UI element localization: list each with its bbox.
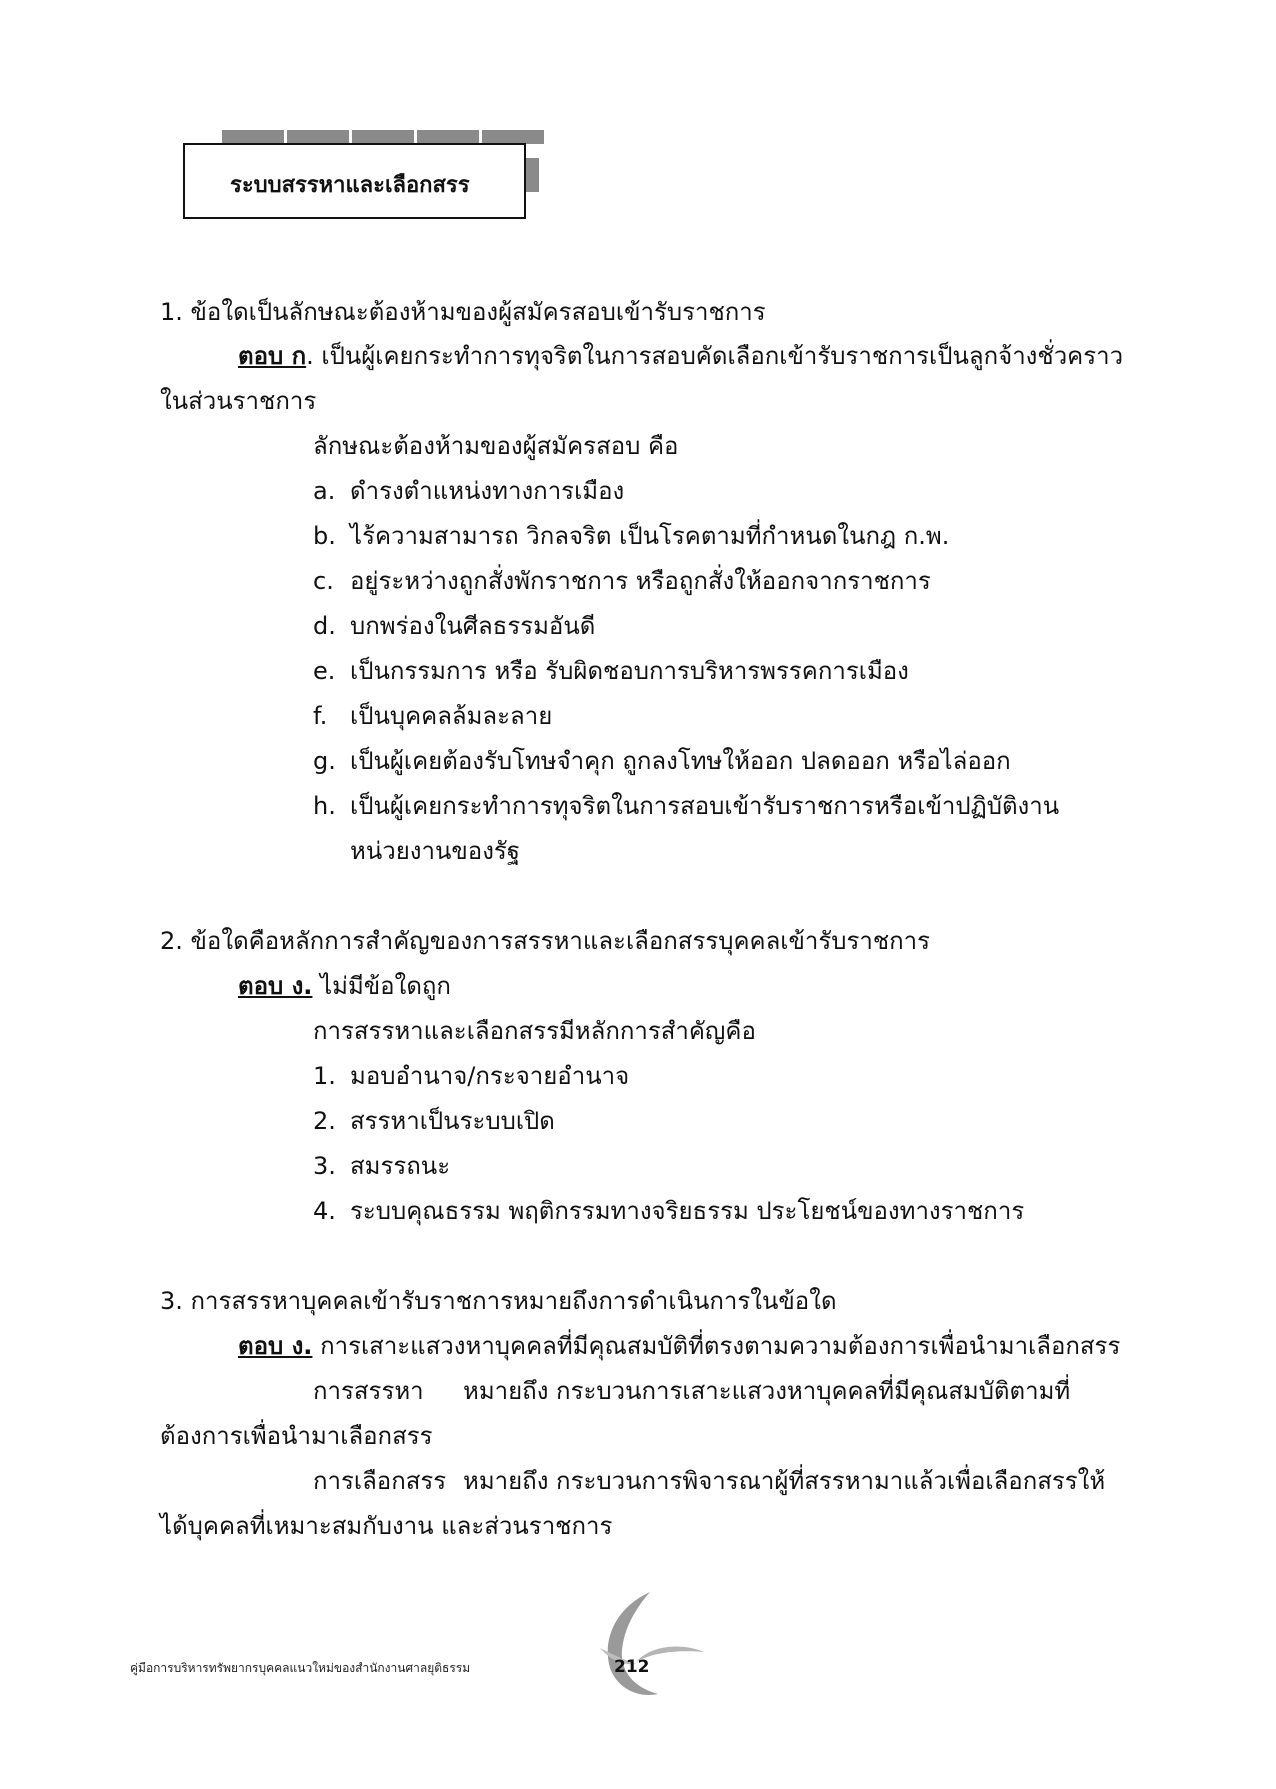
title-shadow — [525, 158, 539, 192]
list-text: อยู่ระหว่างถูกสั่งพักราชการ หรือถูกสั่งให้ออกจากราชการ — [350, 567, 931, 595]
q2-answer — [238, 974, 451, 998]
q3-def2-term: การเลือกสรร — [313, 1467, 447, 1495]
list-marker: 3. — [313, 1152, 336, 1180]
list-marker: c. — [313, 567, 334, 595]
q1-answer-text: . เป็นผู้เคยกระทำการทุจริตในการสอบคัดเลือกเข้ารับราชการเป็นลูกจ้างชั่วคราว — [306, 342, 1124, 370]
page-number: 212 — [614, 1657, 650, 1677]
title-tab-5 — [482, 130, 544, 144]
list-item — [313, 704, 552, 728]
q3-def2-cont: ได้บุคคลที่เหมาะสมกับงาน และส่วนราชการ — [160, 1512, 613, 1540]
list-text: เป็นกรรมการ หรือ รับผิดชอบการบริหารพรรคการเมือง — [350, 657, 909, 685]
list-item — [313, 614, 595, 638]
list-item — [313, 1199, 1024, 1223]
title-tab-1 — [222, 130, 284, 144]
q3-def1-cont: ต้องการเพื่อนำมาเลือกสรร — [160, 1422, 433, 1450]
q3-question: 3. การสรรหาบุคคลเข้ารับราชการหมายถึงการดำเนินการในข้อใด — [160, 1287, 837, 1315]
list-marker: g. — [313, 747, 336, 775]
q1-answer — [238, 344, 1123, 368]
list-text: เป็นผู้เคยต้องรับโทษจำคุก ถูกลงโทษให้ออก ปลดออก หรือไล่ออก — [350, 747, 1011, 775]
list-text: ระบบคุณธรรม พฤติกรรมทางจริยธรรม ประโยชน์ของทางราชการ — [350, 1197, 1025, 1225]
q3-answer — [238, 1334, 1120, 1358]
list-item — [313, 524, 949, 548]
title-box — [183, 143, 526, 219]
q2-answer-text: ไม่มีข้อใดถูก — [312, 972, 451, 1000]
list-marker: h. — [313, 792, 336, 820]
list-marker: 1. — [313, 1062, 336, 1090]
q1-answer-cont: ในส่วนราชการ — [160, 387, 317, 415]
list-marker: e. — [313, 657, 336, 685]
q3-answer-label: ตอบ ง. — [238, 1332, 313, 1360]
list-item — [313, 1154, 450, 1178]
q3-answer-text: การเสาะแสวงหาบุคคลที่มีคุณสมบัติที่ตรงตามความต้องการเพื่อนำมาเลือกสรร — [312, 1332, 1121, 1360]
list-marker: 4. — [313, 1197, 336, 1225]
list-item-cont: หน่วยงานของรัฐ — [350, 837, 521, 865]
title-tab-4 — [417, 130, 479, 144]
list-item — [313, 1064, 629, 1088]
list-marker: f. — [313, 702, 328, 730]
footer-text: คู่มือการบริหารทรัพยากรบุคคลแนวใหม่ของสำนักงานศาลยุติธรรม — [130, 1661, 471, 1675]
list-text: สมรรถนะ — [350, 1152, 451, 1180]
list-text: เป็นผู้เคยกระทำการทุจริตในการสอบเข้ารับราชการหรือเข้าปฏิบัติงาน — [350, 792, 1060, 820]
title-tab-2 — [287, 130, 349, 144]
list-item — [313, 1109, 555, 1133]
list-item — [313, 794, 1059, 818]
q3-def2-text: หมายถึง กระบวนการพิจารณาผู้ที่สรรหามาแล้วเพื่อเลือกสรรให้ — [463, 1467, 1106, 1495]
q3-def1-text: หมายถึง กระบวนการเสาะแสวงหาบุคคลที่มีคุณสมบัติตามที่ — [463, 1377, 1071, 1405]
list-text: ดำรงตำแหน่งทางการเมือง — [350, 477, 625, 505]
list-item — [313, 749, 1011, 773]
list-marker: a. — [313, 477, 336, 505]
q2-question: 2. ข้อใดคือหลักการสำคัญของการสรรหาและเลือกสรรบุคคลเข้ารับราชการ — [160, 927, 931, 955]
q1-question: 1. ข้อใดเป็นลักษณะต้องห้ามของผู้สมัครสอบเข้ารับราชการ — [160, 298, 766, 326]
q2-intro: การสรรหาและเลือกสรรมีหลักการสำคัญคือ — [313, 1017, 756, 1045]
list-text: ไร้ความสามารถ วิกลจริต เป็นโรคตามที่กำหนดในกฎ ก.พ. — [350, 522, 950, 550]
list-text: มอบอำนาจ/กระจายอำนาจ — [350, 1062, 630, 1090]
list-marker: d. — [313, 612, 336, 640]
list-marker: b. — [313, 522, 336, 550]
list-text: บกพร่องในศีลธรรมอันดี — [350, 612, 596, 640]
list-item — [313, 569, 931, 593]
list-marker: 2. — [313, 1107, 336, 1135]
q1-answer-label: ตอบ ก — [238, 342, 307, 370]
title-tab-3 — [352, 130, 414, 144]
q3-def1-term: การสรรหา — [313, 1377, 424, 1405]
list-item — [313, 479, 624, 503]
q1-intro: ลักษณะต้องห้ามของผู้สมัครสอบ คือ — [313, 432, 679, 460]
list-text: เป็นบุคคลล้มละลาย — [350, 702, 553, 730]
list-item — [313, 659, 909, 683]
page-title: ระบบสรรหาและเลือกสรร — [230, 173, 470, 198]
swirl-logo-icon — [580, 1590, 705, 1700]
q2-answer-label: ตอบ ง. — [238, 972, 313, 1000]
list-text: สรรหาเป็นระบบเปิด — [350, 1107, 555, 1135]
